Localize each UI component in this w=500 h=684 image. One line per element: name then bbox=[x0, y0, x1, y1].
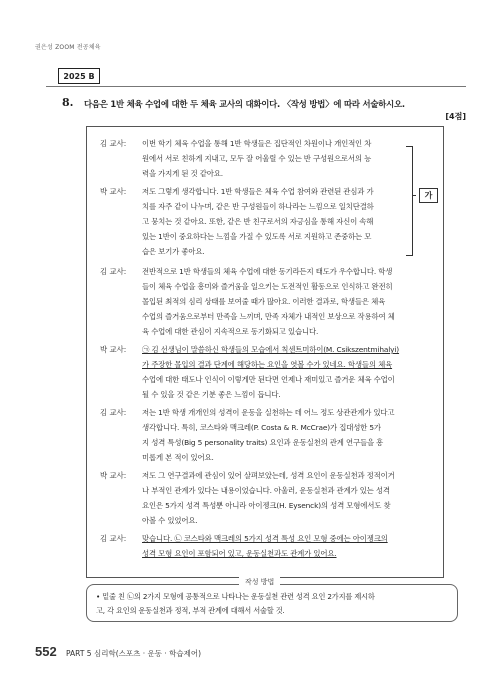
page-number: 552 bbox=[35, 644, 57, 659]
dialogue-line: 나 부적인 관계가 있다는 내용이었습니다. 아울러, 운동실천과 관계가 있는 성격 bbox=[142, 486, 390, 495]
year-badge: 2025 B bbox=[58, 68, 100, 84]
speaker-label: 김 교사: bbox=[100, 534, 127, 543]
bracket bbox=[406, 146, 413, 256]
speaker-label: 박 교사: bbox=[100, 345, 127, 354]
dialogue-line: 저도 그렇게 생각합니다. 1반 학생들은 체육 수업 참여와 관련된 관심과 가 bbox=[142, 187, 374, 196]
dialogue-line: 아볼 수 있었어요. bbox=[142, 516, 198, 525]
question-text: 다음은 1반 체육 수업에 대한 두 체육 교사의 대화이다. 〈작성 방법〉에 따라 서술하시오. bbox=[84, 99, 405, 109]
dialogue-line: 맞습니다. ㉡ 코스타와 맥크레의 5가지 성격 특성 요인 모형 중에는 아이젱크의 bbox=[142, 534, 388, 543]
method-title: 작성 방법 bbox=[239, 577, 280, 587]
method-line: • 밑줄 친 ㉡의 2가지 모형에 공통적으로 나타나는 운동실천 관련 성격 요인 2가지를 제시하 bbox=[96, 592, 375, 601]
dialogue-line: 수업의 즐거움으로부터 만족을 느끼며, 만족 자체가 내적인 보상으로 작용하여 체 bbox=[142, 312, 395, 321]
divider bbox=[46, 86, 466, 87]
dialogue-line: 저도 그 연구결과에 관심이 있어 살펴보았는데, 성격 요인이 운동실천과 정적이거 bbox=[142, 471, 395, 480]
question-points: [4점] bbox=[445, 112, 466, 121]
dialogue-line: 생각합니다. 특히, 코스타와 맥크레(P. Costa & R. McCrae)가 집대성한 5가 bbox=[142, 423, 381, 432]
dialogue-line: 전반적으로 1반 학생들의 체육 수업에 대한 동기라든지 태도가 우수합니다. 학생 bbox=[142, 267, 393, 276]
dialogue-line: 성격 모형 요인이 포함되어 있고, 운동실천과도 관계가 있어요. bbox=[142, 549, 337, 558]
dialogue-line: 될 수 있을 것 같은 기분 좋은 느낌이 듭니다. bbox=[142, 390, 281, 399]
dialogue-line: 저는 1반 학생 개개인의 성격이 운동을 실천하는 데 어느 정도 상관관계가 있다고 bbox=[142, 408, 395, 417]
speaker-label: 박 교사: bbox=[100, 471, 127, 480]
dialogue-line: 이번 학기 체육 수업을 통해 1반 학생들은 집단적인 차원이나 개인적인 차 bbox=[142, 139, 372, 148]
dialogue-line: 미롭게 본 적이 있어요. bbox=[142, 453, 214, 462]
dialogue-line: 들이 체육 수업을 흥미와 즐거움을 일으키는 도전적인 활동으로 인식하고 완전히 bbox=[142, 282, 393, 291]
speaker-label: 김 교사: bbox=[100, 139, 127, 148]
method-box bbox=[86, 584, 458, 622]
dialogue-line: 육 수업에 대한 관심이 지속적으로 동기화되고 있습니다. bbox=[142, 327, 319, 336]
footer-label: PART 5 심리학(스포츠 · 운동 · 학습제어) bbox=[66, 649, 202, 658]
method-line: 고, 각 요인의 운동실천과 정적, 부적 관계에 대해서 서술할 것. bbox=[96, 606, 285, 615]
speaker-label: 박 교사: bbox=[100, 187, 127, 196]
dialogue-line: 가 주장한 몰입의 결과 단계에 해당하는 요인을 엿볼 수가 있네요. 학생들의 체육 bbox=[142, 360, 393, 369]
dialogue-line: 지 성격 특성(Big 5 personality traits) 요인과 운동실천의 관계 연구들을 흥 bbox=[142, 438, 384, 447]
dialogue-line: 몰입된 최적의 심리 상태를 보여줄 때가 많아요. 이러한 결과로, 학생들은 체육 bbox=[142, 297, 386, 306]
dialogue-line: 습은 보기가 좋아요. bbox=[142, 247, 205, 256]
question-number: 8. bbox=[62, 96, 74, 109]
bracket-tick bbox=[412, 195, 416, 196]
speaker-label: 김 교사: bbox=[100, 408, 127, 417]
dialogue-line: 수업에 대한 태도나 인식이 이렇게만 된다면 언제나 재미있고 즐거운 체육 수업이 bbox=[142, 375, 395, 384]
dialogue-line: 원에서 서로 친하게 지내고, 모두 잘 어울릴 수 있는 반 구성원으로서의 능 bbox=[142, 154, 372, 163]
bracket-label: 가 bbox=[419, 188, 438, 203]
dialogue-line: 있는 1반이 중요하다는 느낌을 가질 수 있도록 서로 지원하고 존중하는 모 bbox=[142, 232, 372, 241]
dialogue-line: 요인은 5가지 성격 특성뿐 아니라 아이젱크(H. Eysenck)의 성격 모형에서도 찾 bbox=[142, 501, 391, 510]
header-text: 권은성 ZOOM 전공체육 bbox=[35, 44, 101, 51]
dialogue-line: 고 뭉치는 것 같아요. 또한, 같은 반 친구로서의 자긍심을 통해 자신이 속해 bbox=[142, 217, 374, 226]
speaker-label: 김 교사: bbox=[100, 267, 127, 276]
dialogue-line: 력을 가지게 된 것 같아요. bbox=[142, 169, 223, 178]
dialogue-line: 치를 자주 같이 나누며, 같은 반 구성원들이 하나라는 느낌으로 일치단결하 bbox=[142, 202, 374, 211]
dialogue-line: ㉠ 김 선생님이 말씀하신 학생들의 모습에서 칙센트미하이(M. Csikszentmihalyi) bbox=[142, 345, 400, 354]
